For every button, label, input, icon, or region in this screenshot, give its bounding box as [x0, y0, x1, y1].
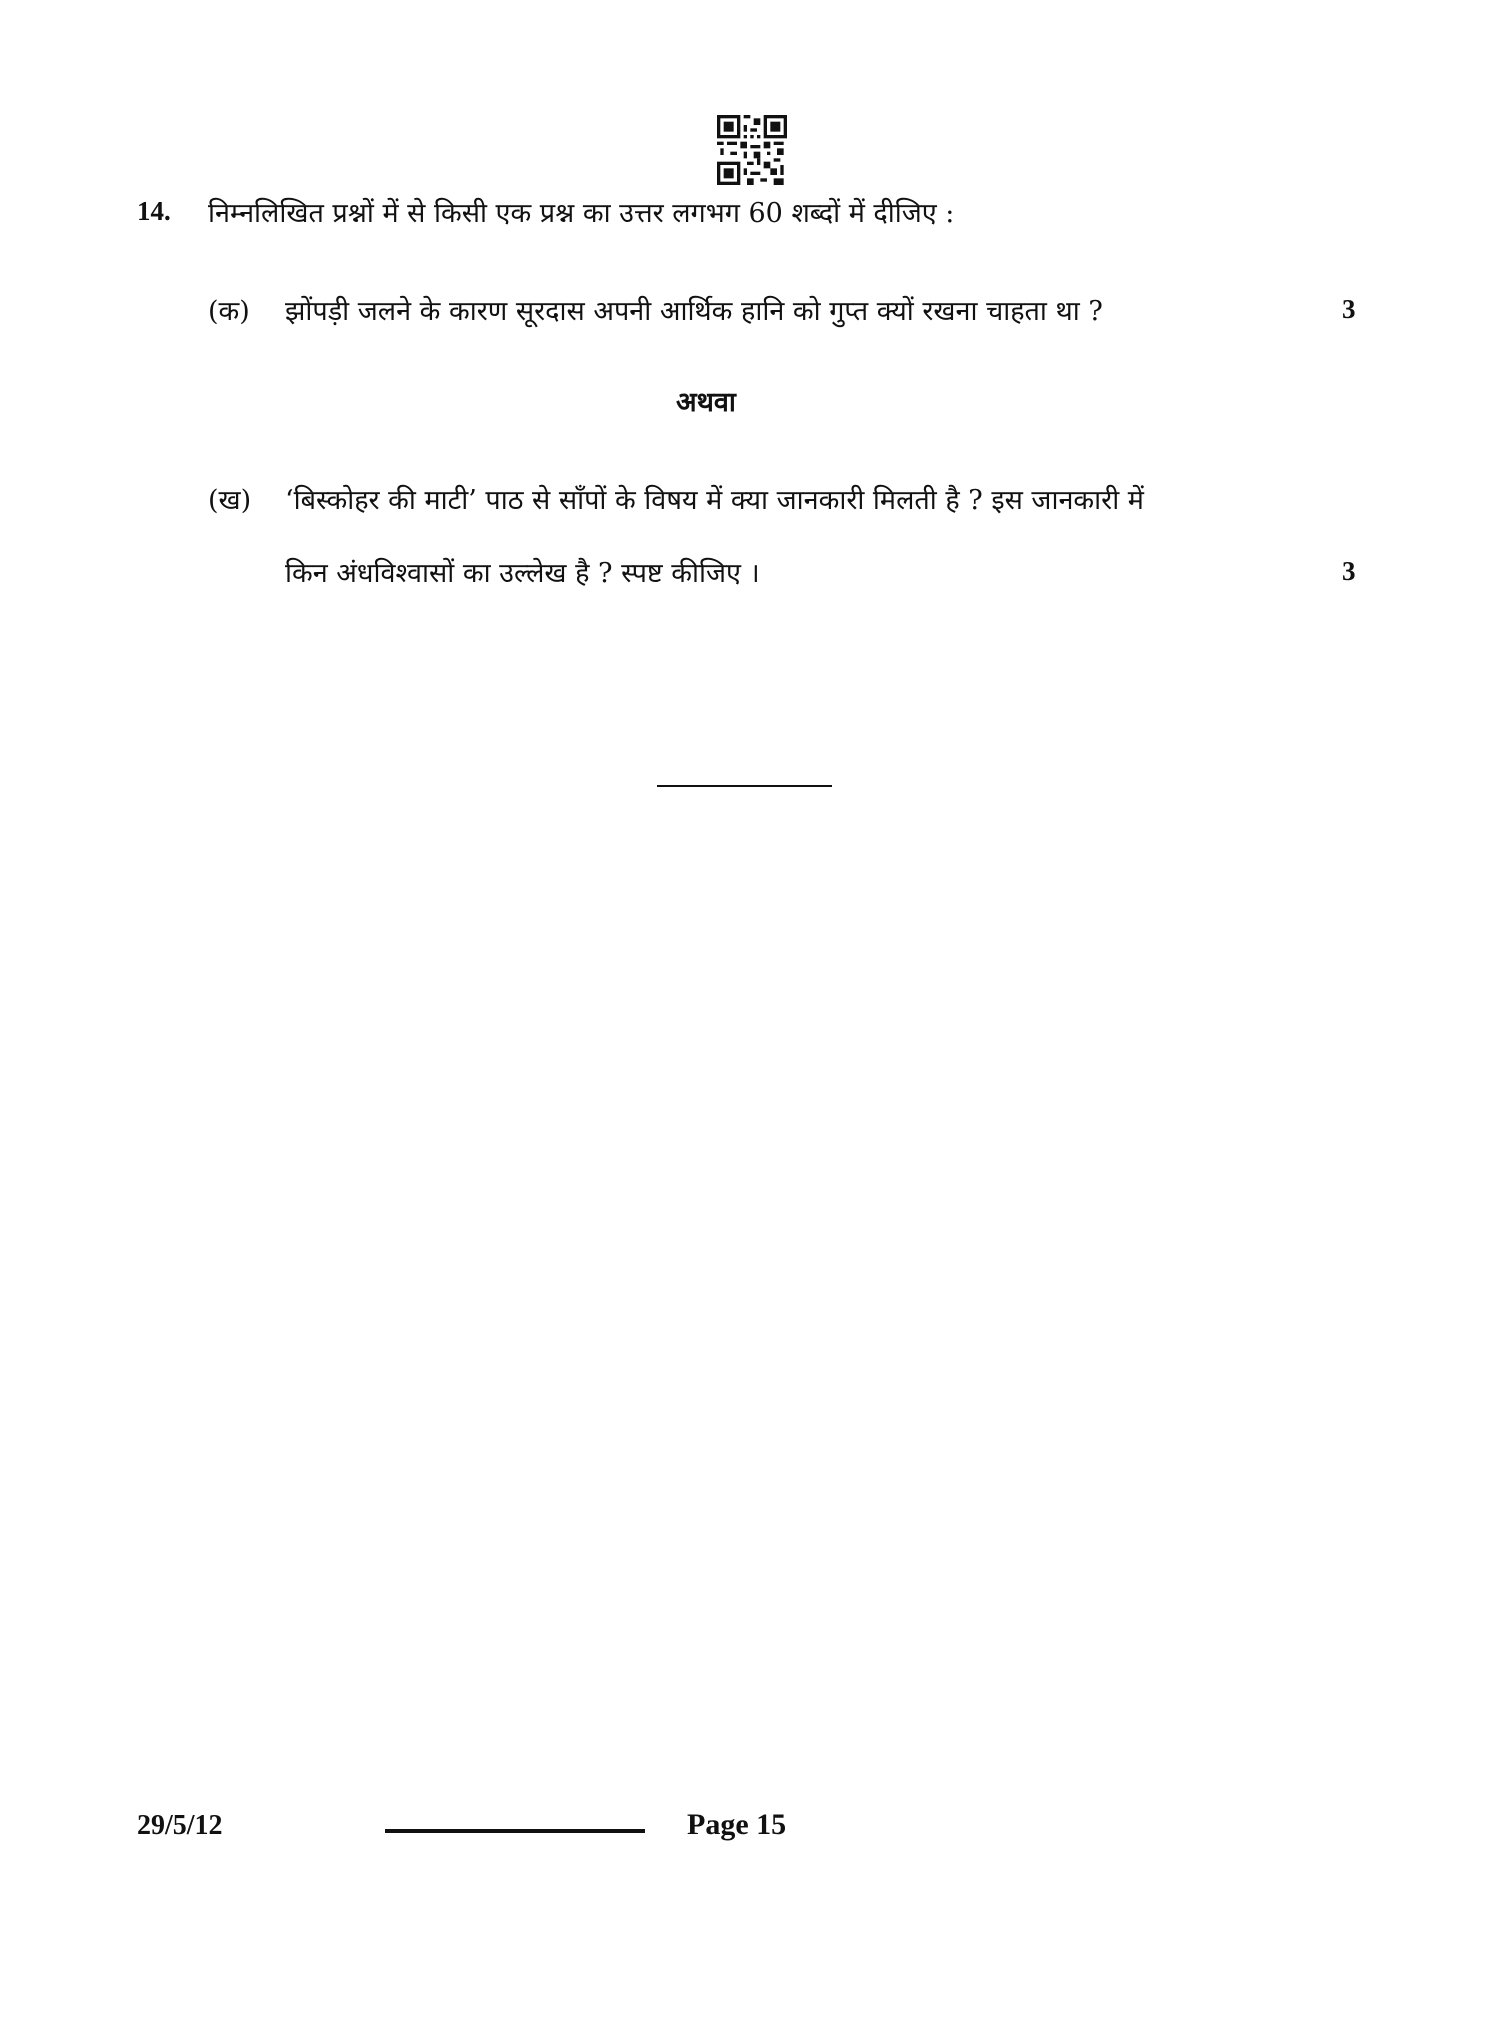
footer-page-number: Page 15: [687, 1808, 787, 1841]
option-b-marks: 3: [1342, 556, 1356, 586]
question-instruction: निम्नलिखित प्रश्नों में से किसी एक प्रश्न का उत्तर लगभग 60 शब्दों में दीजिए :: [208, 198, 955, 229]
option-a-text: झोंपड़ी जलने के कारण सूरदास अपनी आर्थिक हानि को गुप्त क्यों रखना चाहता था ?: [285, 296, 1103, 327]
option-a-label: (क): [208, 296, 250, 327]
footer-paper-code: 29/5/12: [137, 1810, 223, 1841]
or-separator: अथवा: [676, 387, 736, 418]
end-of-question-line: [657, 785, 832, 787]
question-number: 14.: [137, 196, 171, 226]
option-b-text-line1: ‘बिस्कोहर की माटी’ पाठ से साँपों के विषय में क्या जानकारी मिलती है ? इस जानकारी में: [285, 485, 1144, 516]
option-b-text-line2: किन अंधविश्वासों का उल्लेख है ? स्पष्ट कीजिए ।: [285, 558, 760, 589]
qr-code-icon: [717, 115, 787, 185]
option-a-marks: 3: [1342, 294, 1356, 324]
footer-divider: [385, 1829, 645, 1833]
option-b-label: (ख): [208, 485, 252, 516]
